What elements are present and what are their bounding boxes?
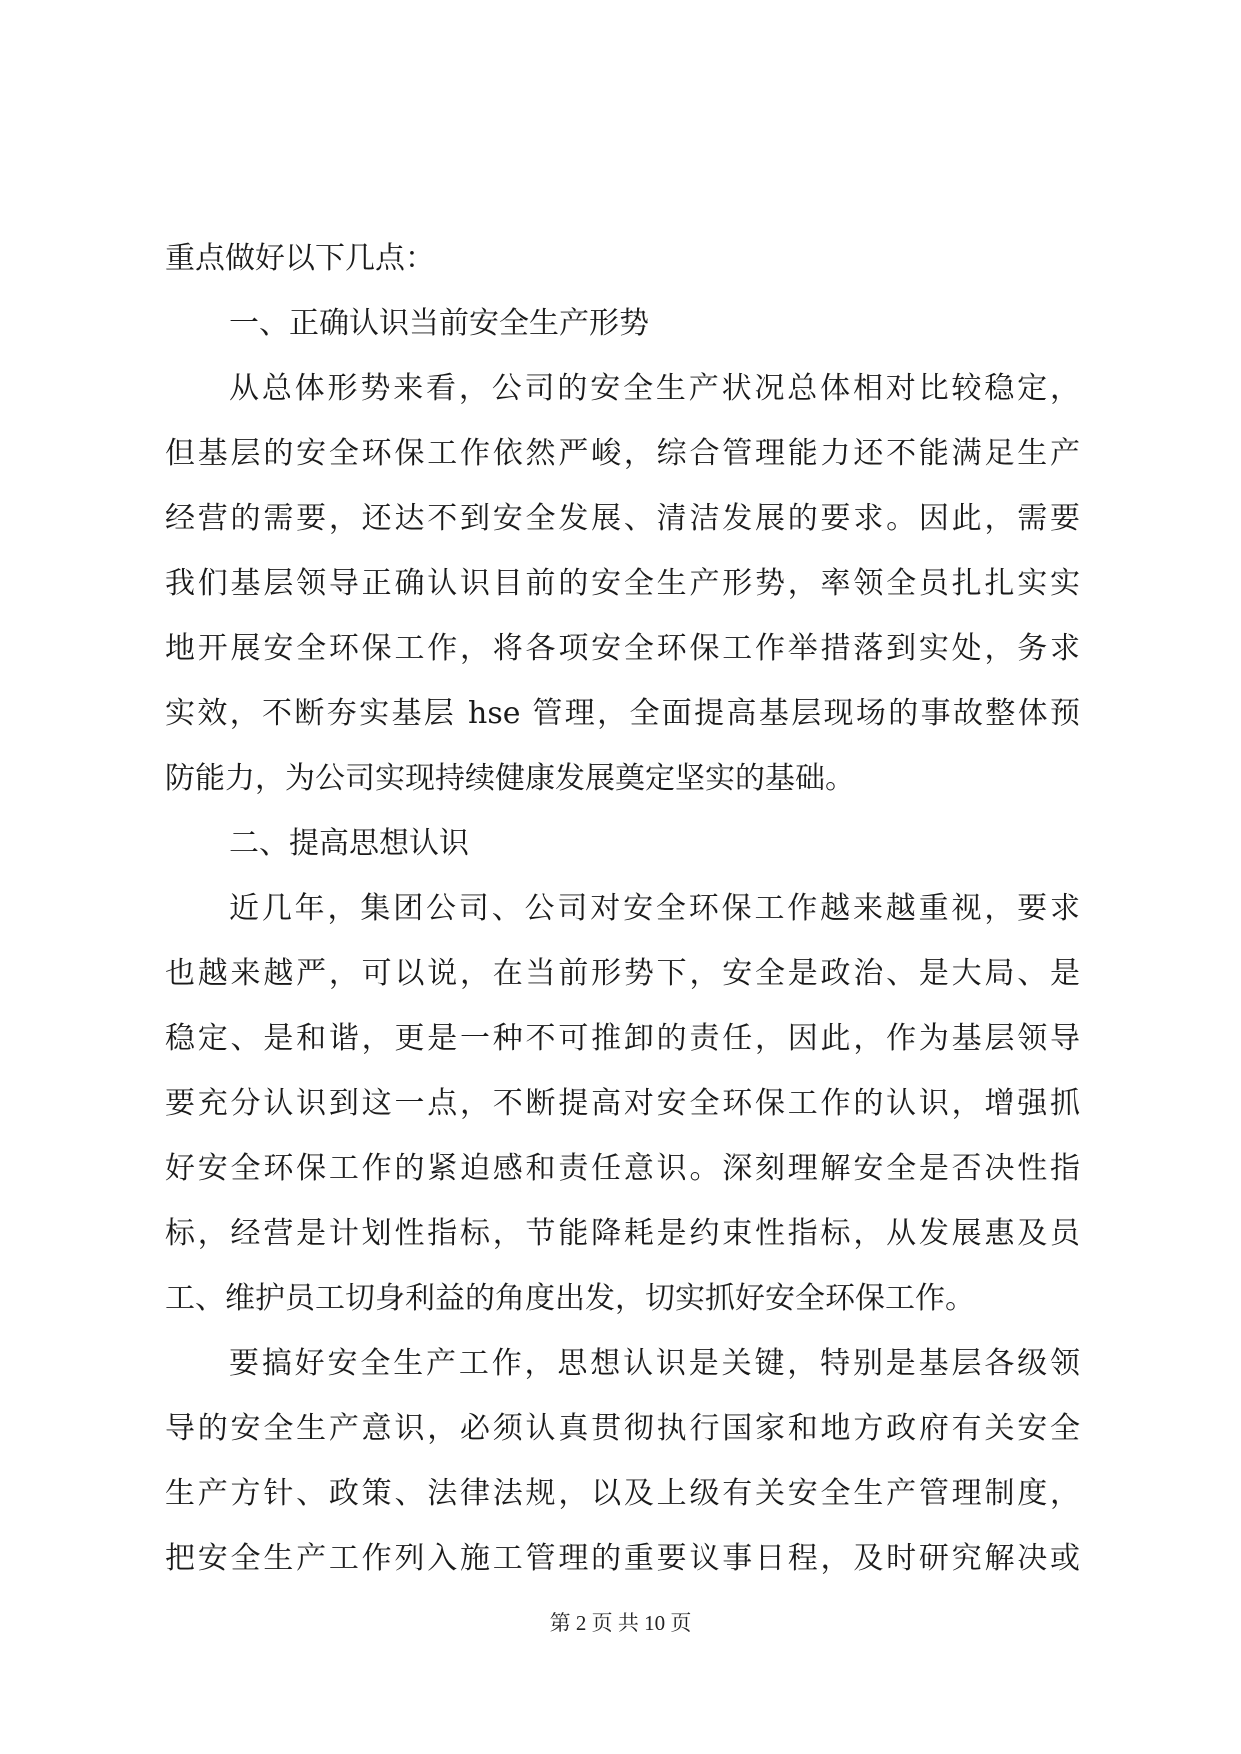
text-line: 好安全环保工作的紧迫感和责任意识。深刻理解安全是否决性指 [165, 1151, 1080, 1186]
text-line: 也越来越严，可以说，在当前形势下，安全是政治、是大局、是 [165, 956, 1080, 991]
text-line: 经营的需要，还达不到安全发展、清洁发展的要求。因此，需要 [165, 501, 1080, 536]
text-line: 要充分认识到这一点，不断提高对安全环保工作的认识，增强抓 [165, 1086, 1080, 1121]
section-heading: 二、提高思想认识 [229, 826, 469, 861]
page-number: 第 2 页 共 10 页 [549, 1611, 692, 1635]
text-line: 稳定、是和谐，更是一种不可推卸的责任，因此，作为基层领导 [165, 1021, 1080, 1056]
text-line: 生产方针、政策、法律法规，以及上级有关安全生产管理制度， [165, 1476, 1080, 1511]
text-line: 标，经营是计划性指标，节能降耗是约束性指标，从发展惠及员 [165, 1216, 1080, 1251]
text-line: 把安全生产工作列入施工管理的重要议事日程，及时研究解决或 [165, 1541, 1080, 1576]
body-text [165, 226, 1080, 1591]
text-line: 但基层的安全环保工作依然严峻，综合管理能力还不能满足生产 [165, 436, 1080, 471]
text-line: 工、维护员工切身利益的角度出发，切实抓好安全环保工作。 [165, 1281, 975, 1316]
text-line: 实效，不断夯实基层 hse 管理，全面提高基层现场的事故整体预 [165, 696, 1080, 731]
text-line: 导的安全生产意识，必须认真贯彻执行国家和地方政府有关安全 [165, 1411, 1080, 1446]
text-line: 防能力，为公司实现持续健康发展奠定坚实的基础。 [165, 761, 855, 796]
text-line: 从总体形势来看，公司的安全生产状况总体相对比较稳定， [229, 371, 1080, 406]
text-line: 重点做好以下几点： [165, 241, 435, 276]
text-line: 我们基层领导正确认识目前的安全生产形势，率领全员扎扎实实 [165, 566, 1080, 601]
text-line: 地开展安全环保工作，将各项安全环保工作举措落到实处，务求 [165, 631, 1080, 666]
text-line: 近几年，集团公司、公司对安全环保工作越来越重视，要求 [229, 891, 1080, 926]
section-heading: 一、正确认识当前安全生产形势 [229, 306, 649, 341]
text-line: 要搞好安全生产工作，思想认识是关键，特别是基层各级领 [229, 1346, 1080, 1381]
